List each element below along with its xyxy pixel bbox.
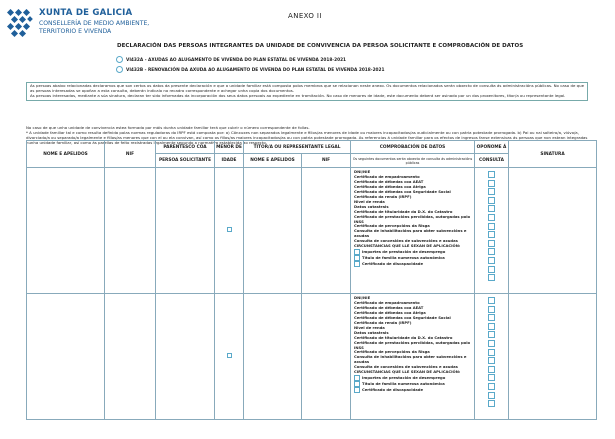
name-cell[interactable]: [27, 294, 105, 420]
col-relation-header-2: PERSOA SOLICITANTE: [156, 154, 215, 168]
intro-box: [26, 82, 588, 101]
nif-cell[interactable]: [105, 168, 156, 294]
doc-item: Nivel de renda: [354, 199, 385, 204]
minor-cell: [215, 168, 244, 294]
xunta-logo: [7, 7, 150, 55]
document-title: DECLARACIÓN DAS PERSOAS INTEGRANTES DA UNIDADE DE CONVIVENCIA DA PERSOA SOLICITANTE E COMPROBACIÓN DE DATOS: [117, 43, 524, 49]
doc-item: Certificado de prestacións percibidas, outorgadas polo INSS: [354, 340, 471, 350]
table-row: [27, 294, 597, 420]
table-row: [27, 168, 597, 294]
circumstance-item: Certificado de discapacidade: [354, 387, 472, 393]
oppose-checkbox[interactable]: [488, 248, 495, 255]
radio-icon[interactable]: [116, 66, 123, 73]
circumstance-item: Título de familia numerosa autonómica: [354, 255, 472, 261]
doc-item: Certificado de débedas coa AEAT: [354, 179, 424, 184]
col-oppose-header: OPOÑOME Á: [475, 141, 509, 154]
oppose-checkbox[interactable]: [488, 314, 495, 321]
col-name-header: NOME E APELIDOS: [27, 141, 105, 168]
doc-item: Certificado de percepcións da Risga: [354, 224, 430, 229]
radio-icon[interactable]: [116, 56, 123, 63]
note-paragraph: * A unidade familiar tal e como resulta definida polas normas reguladoras do IRPF está composta por: a) Cónxuxes non separados legalmente e fillos/as menores de idade ou maiores incapacitados/as xudicialmente ou con patria potestade prorrogada. b) Pai ou nai solteiro/a, viúvo/a, divorciado/a ou separado/a legalmente e fillos/as menores que con el ou ela convivan, así como os fillos/as maiores incapacitados/as ou con patria potestade prorrogada. As referencias á unidade familiar para os efectos de ingresos fanse extensivas ás persoas que non estean integradas nunha unidade familiar, así como ás parellas de feito rexistradas legalmente segundo a normativa establecida ao respecto.: [26, 129, 588, 145]
doc-item: Certificado de empadroamento: [354, 300, 420, 305]
oppose-checkbox[interactable]: [488, 231, 495, 238]
doc-item: Certificado de débedas coa Seguridade Social: [354, 189, 451, 194]
nif-cell[interactable]: [105, 294, 156, 420]
doc-item: Certificado de débedas coa AEAT: [354, 305, 424, 310]
oppose-checkbox[interactable]: [488, 392, 495, 399]
logo-subtitle: [39, 20, 149, 35]
intro-paragraph: As persoas interesadas, mediante a súa sinatura, declaran ter sido informadas da incorporación dos seus datos persoais ao expediente en tramitación. No caso de menores de idade, este documento deberá ser asinado por un dos proxenitores, titor/a ou representante legal.: [30, 92, 566, 98]
doc-item: Certificado de percepcións da Risga: [354, 350, 430, 355]
signature-cell[interactable]: [509, 294, 597, 420]
col-data-check-sub: Os seguintes documentos serán obxecto de consulta ás administracións públicas: [351, 154, 475, 168]
col-oppose-header-2: CONSULTA: [475, 154, 509, 168]
doc-item: CIRCUNSTANCIAS QUE LLE SEXAN DE APLICACIÓN:: [354, 244, 461, 249]
doc-item: Certificado de débedas coa Atriga: [354, 310, 426, 315]
oppose-column: [475, 294, 509, 420]
header-row-1: [27, 141, 597, 154]
circumstance-item: Importes de prestación de desemprego: [354, 375, 472, 381]
minor-checkbox[interactable]: [227, 353, 232, 358]
oppose-checkbox[interactable]: [488, 180, 495, 187]
doc-item: Certificado de prestacións percibidas, outorgadas polo INSS: [354, 214, 471, 224]
doc-list: [351, 294, 475, 420]
oppose-checkbox[interactable]: [488, 306, 495, 313]
oppose-checkbox[interactable]: [488, 171, 495, 178]
logo-sub-line1: CONSELLERÍA DE MEDIO AMBIENTE,: [39, 20, 150, 27]
oppose-checkbox[interactable]: [488, 340, 495, 347]
oppose-checkbox[interactable]: [488, 214, 495, 221]
doc-item: Certificado de empadroamento: [354, 174, 420, 179]
logo-sub-line2: TERRITORIO E VIVENDA: [39, 27, 112, 35]
col-relation-header: PARENTESCO COA: [156, 141, 215, 154]
minor-checkbox[interactable]: [227, 227, 232, 232]
doc-item: Certificado da renda (IRPF): [354, 320, 412, 325]
doc-item: Certificado de titularidade da D.X. do Catastro: [354, 209, 453, 214]
signature-cell[interactable]: [509, 168, 597, 294]
doc-item: CIRCUNSTANCIAS QUE LLE SEXAN DE APLICACIÓN:: [354, 370, 461, 375]
name-cell[interactable]: [27, 168, 105, 294]
guardian-nif-cell[interactable]: [302, 168, 351, 294]
option-label: VI432A - AXUDAS AO ALUGAMENTO DE VIVENDA DO PLAN ESTATAL DE VIVENDA 2018-2021: [126, 58, 347, 63]
note-paragraph: No caso de que unha unidade de convivencia estea formada por máis dunha unidade familiar terá que cubrir o número correspondente de follas.: [26, 125, 310, 130]
option-vi432a[interactable]: [116, 56, 346, 63]
oppose-checkbox[interactable]: [488, 223, 495, 230]
oppose-checkbox[interactable]: [488, 366, 495, 373]
col-guardian-header: TITOR/A OU REPRESENTANTE LEGAL: [244, 141, 351, 154]
doc-item: DNI/NIE: [354, 170, 371, 174]
col-data-check-header: COMPROBACIÓN DE DATOS: [351, 141, 475, 154]
doc-item: Consulta de inhabilitacións para obter subvencións e axudas: [354, 355, 467, 365]
guardian-name-cell[interactable]: [244, 168, 302, 294]
doc-item: Datos catastrais: [354, 330, 389, 335]
oppose-checkbox[interactable]: [488, 349, 495, 356]
guardian-name-cell[interactable]: [244, 294, 302, 420]
relation-cell[interactable]: [156, 168, 215, 294]
circumstance-checkbox[interactable]: [354, 261, 360, 267]
oppose-checkbox[interactable]: [488, 331, 495, 338]
doc-item: Consulta de inhabilitacións para obter subvencións e axudas: [354, 229, 467, 239]
col-guardian-name-header: NOME E APELIDOS: [244, 154, 302, 168]
doc-item: Certificado de débedas coa Atriga: [354, 184, 426, 189]
option-label: VI432B - RENOVACIÓN DA AXUDA AO ALUGAMENTO DE VIVENDA DO PLAN ESTATAL DE VIVENDA 2018-2021: [126, 68, 385, 73]
relation-cell[interactable]: [156, 294, 215, 420]
circumstance-item: Importes de prestación de desemprego: [354, 249, 472, 255]
minor-cell: [215, 294, 244, 420]
oppose-checkbox[interactable]: [488, 188, 495, 195]
xunta-emblem-icon: [7, 9, 34, 38]
col-minor-header: MENOR DE: [215, 141, 244, 154]
doc-item: Datos catastrais: [354, 204, 389, 209]
oppose-checkbox[interactable]: [488, 257, 495, 264]
oppose-checkbox[interactable]: [488, 383, 495, 390]
oppose-checkbox[interactable]: [488, 357, 495, 364]
oppose-checkbox[interactable]: [488, 374, 495, 381]
col-nif-header: NIF: [105, 141, 156, 168]
guardian-nif-cell[interactable]: [302, 294, 351, 420]
oppose-checkbox[interactable]: [488, 400, 495, 407]
doc-item: DNI/NIE: [354, 296, 371, 300]
oppose-checkbox[interactable]: [488, 197, 495, 204]
circumstance-item: Título de familia numerosa autonómica: [354, 381, 472, 387]
col-guardian-nif-header: NIF: [302, 154, 351, 168]
option-vi432b[interactable]: [116, 66, 385, 73]
doc-item: Nivel de renda: [354, 325, 385, 330]
oppose-checkbox[interactable]: [488, 297, 495, 304]
circumstance-checkbox[interactable]: [354, 387, 360, 393]
col-signature-header: SINATURA: [509, 141, 597, 168]
doc-list: [351, 168, 475, 294]
oppose-checkbox[interactable]: [488, 266, 495, 273]
doc-item: Certificado da renda (IRPF): [354, 194, 412, 199]
members-table: [26, 140, 597, 420]
oppose-checkbox[interactable]: [488, 205, 495, 212]
oppose-checkbox[interactable]: [488, 323, 495, 330]
oppose-checkbox[interactable]: [488, 240, 495, 247]
doc-item: Certificado de titularidade da D.X. do Catastro: [354, 335, 453, 340]
circumstance-item: Certificado de discapacidade: [354, 261, 472, 267]
doc-item: Consulta de concesións de subvencións e axudas: [354, 239, 458, 244]
oppose-column: [475, 168, 509, 294]
doc-item: Consulta de concesións de subvencións e axudas: [354, 365, 458, 370]
oppose-checkbox[interactable]: [488, 274, 495, 281]
doc-item: Certificado de débedas coa Seguridade Social: [354, 315, 451, 320]
intro-paragraph: As persoas abaixo relacionadas declaramos que son certos os datos da presente declaración e que a unidade familiar está composta polos membros que se relacionan neste anexo. Os documentos relacionados serán obxecto de consulta ás administracións públicas. No caso de que as persoas interesadas se opoñan a esta consulta, deberán indicalo no recadro correspondente e achegar unha copia dos documentos.: [30, 83, 584, 93]
annex-label: ANEXO II: [288, 12, 322, 20]
col-minor-header-2: IDADE: [215, 154, 244, 168]
logo-name: XUNTA DE GALICIA: [39, 8, 133, 18]
